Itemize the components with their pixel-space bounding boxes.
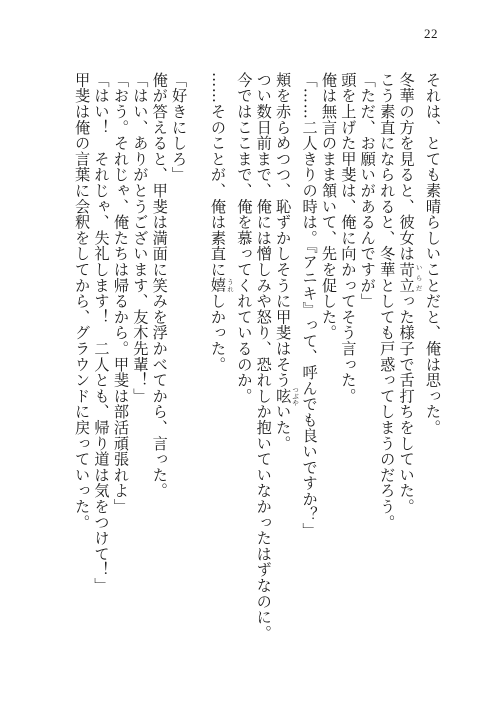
text-line-with-ruby: 冬華の方を見ると、彼女は苛立 いらだった様子で舌打ちをしていた。 [397, 72, 423, 515]
ruby-word: 苛立 いらだ [397, 261, 423, 294]
novel-text-body [72, 72, 442, 652]
text-line: こう素直になられると、冬華としても戸惑ってしまうのだろう。 [378, 72, 397, 531]
text-line-with-ruby: ……そのことが、俺は素直に嬉 うれしかった。 [208, 72, 234, 373]
blank-line [188, 72, 207, 652]
page-number: 22 [424, 26, 438, 41]
text-line: 甲斐は俺の言葉に会釈をしてから、グラウンドに戻っていった。 [73, 72, 92, 531]
text-line: 「はい！ それじゃ、失礼します！ 二人とも、帰り道は気をつけて！」 [92, 72, 111, 594]
text-line: つい数日前まで、俺には憎しみや怒り、恐れしか抱いていなかったはずなのに。 [254, 72, 273, 641]
text-line: 今ではここまで、俺を慕ってくれているのか。 [235, 72, 254, 404]
text-line: 俺が答えると、甲斐は満面に笑みを浮かべてから、言った。 [150, 72, 169, 499]
ruby-word: 呟 つぶや [274, 386, 300, 406]
text-line: 「おう。それじゃ、俺たちは帰るから。甲斐は部活頑張れよ」 [111, 72, 130, 515]
text-line: 「ただ、お願いがあるんですが」 [358, 72, 377, 309]
text-line: 「はい、ありがとうございます、友木先輩！」 [131, 72, 150, 404]
text-line: それは、とても素晴らしいことだと、俺は思った。 [424, 72, 442, 436]
text-line: 「好きにしろ」 [170, 72, 189, 183]
text-line: 俺は無言のまま頷いて、先を促した。 [319, 72, 338, 341]
text-line: 頭を上げた甲斐は、俺に向かってそう言った。 [339, 72, 358, 404]
ruby-word: 嬉 うれ [208, 277, 234, 294]
text-line-with-ruby: 頬を赤らめつつ、恥ずかしそうに甲斐はそう呟 つぶやいた。 [274, 72, 300, 452]
text-line: 「……二人きりの時は。『アニキ』って、呼んでも良いですか？」 [300, 72, 319, 539]
